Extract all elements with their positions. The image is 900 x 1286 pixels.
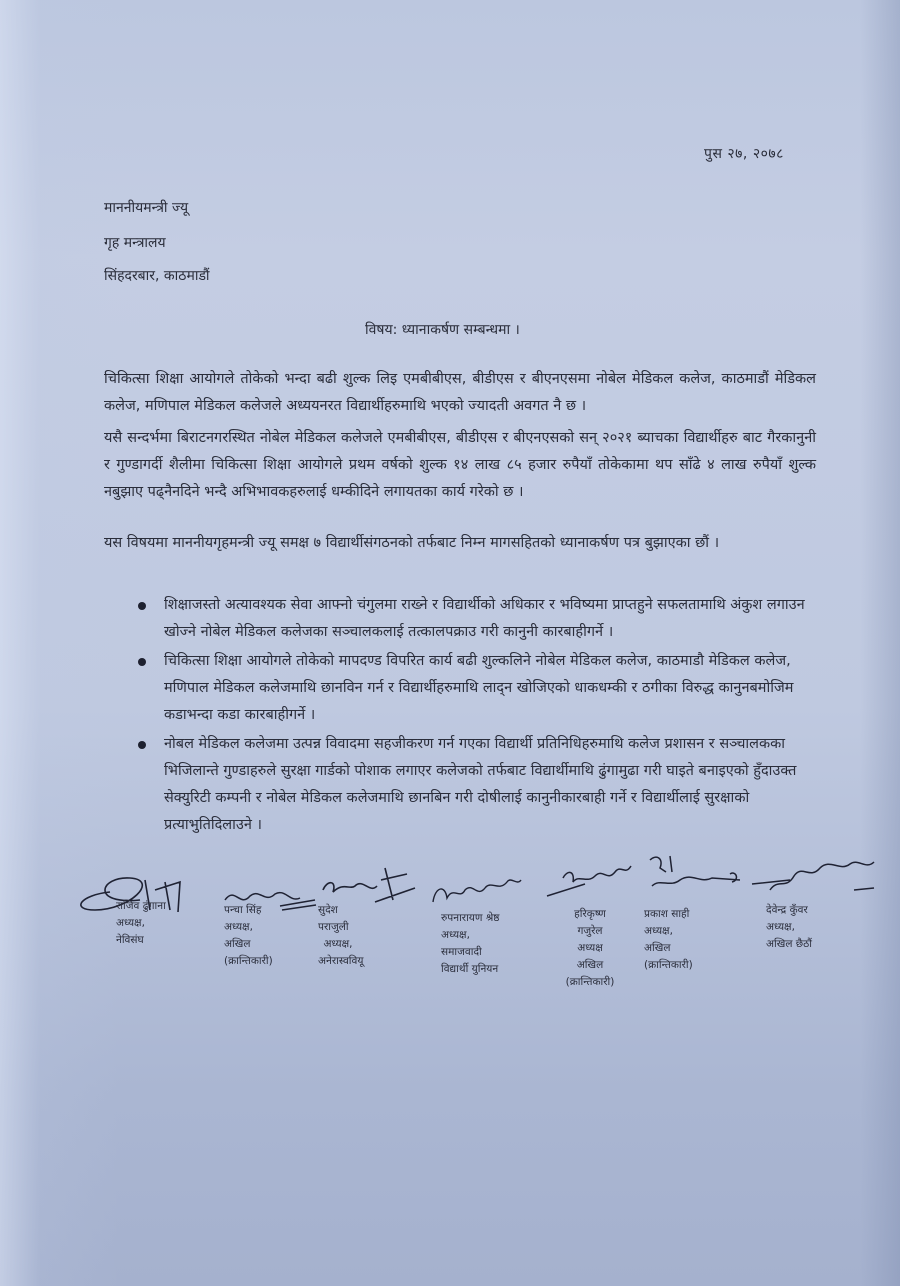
signatory-line: गजुरेल bbox=[577, 925, 603, 937]
recipient-ministry: गृह मन्त्रालय bbox=[104, 235, 166, 251]
signatory-5 bbox=[545, 858, 635, 991]
letter-date: पुस २७, २०७८ bbox=[704, 146, 784, 162]
signature-block bbox=[0, 850, 900, 1000]
signatory-name: पन्चा सिंह bbox=[224, 904, 262, 916]
signatory-name: देवेन्द्र कुँवर bbox=[766, 904, 808, 916]
signatory-line: विद्यार्थी युनियन bbox=[441, 963, 499, 975]
body-paragraph-2: यसै सन्दर्भमा बिराटनगरस्थित नोबेल मेडिकल कलेजले एमबीबीएस, बीडीएस र बीएनएसको सन् २०२१ ब्याचका विद्यार्थीहरु बाट गैरकानुनी र गुण्डागर्दी शैलीमा चिकित्सा शिक्षा आयोगले प्रथम वर्षको शुल्क १४ लाख ८५ हजार रुपैयाँ तोकेकामा थप साँढे ४ लाख रुपैयाँ शुल्क नबुझाए पढ्नैनदिने भन्दै अभिभावकहरुलाई धम्कीदिने लगायतका कार्य गरेको छ । bbox=[104, 430, 816, 500]
signatory-line: अनेरास्ववियू bbox=[318, 955, 364, 967]
signatory-6 bbox=[640, 850, 750, 974]
signatory-line: समाजवादी bbox=[441, 946, 482, 958]
demand-item-1 bbox=[134, 592, 824, 646]
demand-text: चिकित्सा शिक्षा आयोगले तोकेको मापदण्ड विपरित कार्य बढी शुल्कलिने नोबेल मेडिकल कलेज, काठमाडौ मेडिकल कलेज, मणिपाल मेडिकल कलेजमाथि छानविन गर्न र विद्यार्थीहरुमाथि लाद्न खोजिएको धाकधम्की र ठगीका विरुद्ध कानुनबमोजिम कडाभन्दा कडा कारबाहीगर्ने । bbox=[164, 653, 794, 723]
signatory-line: अखिल bbox=[224, 938, 251, 950]
signatory-line: (क्रान्तिकारी) bbox=[224, 955, 273, 967]
signatory-line: अखिल bbox=[644, 942, 671, 954]
body-paragraph-3: यस विषयमा माननीयगृहमन्त्री ज्यू समक्ष ७ विद्यार्थीसंगठनको तर्फबाट निम्न मागसहितको ध्यानाकर्षण पत्र बुझाएका छौं । bbox=[104, 535, 720, 551]
signatory-3 bbox=[315, 860, 425, 970]
recipient-address: सिंहदरबार, काठमाडौं bbox=[104, 268, 210, 284]
signatory-2 bbox=[220, 878, 330, 970]
signatory-line: अध्यक्ष, bbox=[224, 921, 253, 933]
signatory-line: अध्यक्ष bbox=[577, 942, 603, 954]
signatory-line: अध्यक्ष, bbox=[766, 921, 795, 933]
signatory-1 bbox=[70, 870, 200, 949]
demand-text: शिक्षाजस्तो अत्यावश्यक सेवा आफ्नो चंगुलमा राख्ने र विद्यार्थीको अधिकार र भविष्यमा प्राप्तहुने सफलतामाथि अंकुश लगाउन खोज्ने नोबेल मेडिकल कलेजका सञ्चालकलाई तत्कालपक्राउ गरी कानुनी कारबाहीगर्ने । bbox=[164, 597, 805, 640]
signatory-line: अखिल bbox=[576, 959, 604, 971]
body-paragraph-1: चिकित्सा शिक्षा आयोगले तोकेको भन्दा बढी शुल्क लिइ एमबीबीएस, बीडीएस र बीएनएसमा नोबेल मेडिकल कलेज, काठमाडौं मेडिकल कलेज, मणिपाल मेडिकल कलेजले अध्ययनरत विद्यार्थीहरुमाथि भएको ज्यादती अवगत नै छ । bbox=[104, 371, 816, 414]
signatory-line: नेविसंघ bbox=[116, 934, 144, 946]
demands-list bbox=[134, 592, 824, 841]
signatory-line: (क्रान्तिकारी) bbox=[644, 959, 693, 971]
signatory-name: हरिकृष्ण bbox=[574, 908, 606, 920]
signatory-name: राजिव ढुंगाना bbox=[116, 900, 166, 912]
demand-item-2 bbox=[134, 648, 824, 729]
signatory-line: अध्यक्ष, bbox=[323, 938, 353, 950]
letter-subject: विषय: ध्यानाकर्षण सम्बन्धमा । bbox=[365, 322, 520, 338]
bullet-icon bbox=[138, 658, 146, 666]
signatory-line: अध्यक्ष, bbox=[116, 917, 145, 929]
signatory-name: सुदेश bbox=[318, 904, 338, 916]
bullet-icon bbox=[138, 741, 146, 749]
recipient-title: माननीयमन्त्री ज्यू bbox=[104, 200, 189, 216]
demand-item-3 bbox=[134, 731, 824, 839]
signatory-4 bbox=[425, 872, 545, 978]
signatory-7 bbox=[750, 850, 890, 953]
demand-text: नोबल मेडिकल कलेजमा उत्पन्न विवादमा सहजीकरण गर्न गएका विद्यार्थी प्रतिनिधिहरुमाथि कलेज प्रशासन र सञ्चालकका भिजिलान्ते गुण्डाहरुले सुरक्षा गार्डको पोशाक लगाएर कलेजको तर्फबाट विद्यार्थीमाथि ढुंगामुढा गरी घाइते बनाइएको हुँदाउक्त सेक्युरिटी कम्पनी र नोबेल मेडिकल कलेजमाथि छानबिन गरी दोषीलाई कानुनीकारबाही गर्ने र विद्यार्थीलाई सुरक्षाको प्रत्याभुतिदिलाउने । bbox=[164, 736, 797, 833]
signatory-line: अध्यक्ष, bbox=[441, 929, 470, 941]
bullet-icon bbox=[138, 602, 146, 610]
signatory-line: अखिल छैठौं bbox=[766, 938, 812, 950]
signatory-name: रुपनारायण श्रेष्ठ bbox=[441, 912, 500, 924]
signatory-name: प्रकाश साही bbox=[644, 908, 690, 920]
signatory-line: अध्यक्ष, bbox=[644, 925, 673, 937]
signatory-line: (क्रान्तिकारी) bbox=[565, 976, 615, 988]
signatory-line: पराजुली bbox=[318, 921, 349, 933]
